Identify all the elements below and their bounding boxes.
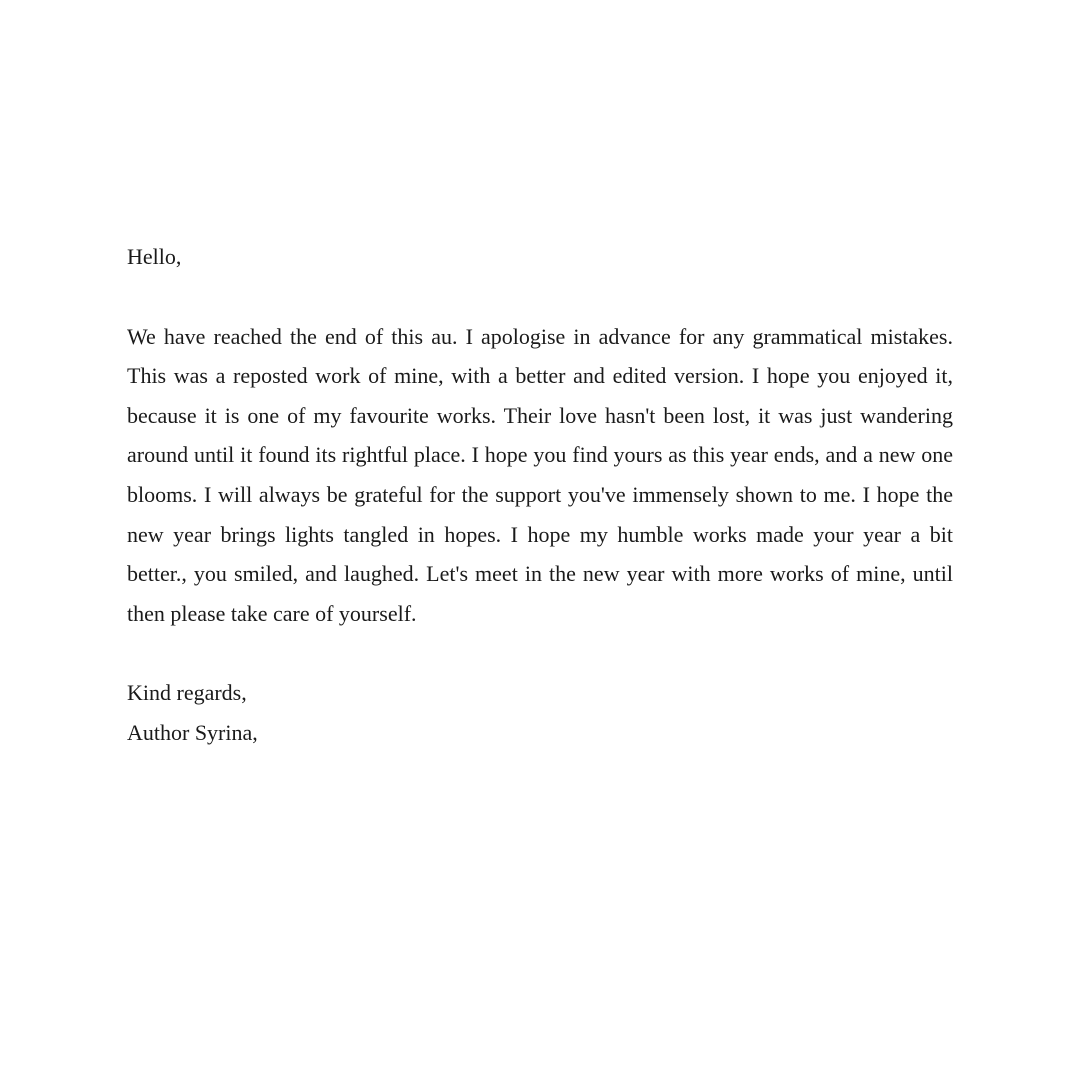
letter-signature: Author Syrina,: [127, 719, 258, 745]
letter: [127, 237, 953, 753]
letter-greeting: Hello,: [127, 244, 182, 269]
letter-body: We have reached the end of this au. I apologise in advance for any grammatical mistakes. This was a reposted work of mine, with a better and edited version. I hope you enjoyed it, because it is one of my favourite works. Their love hasn't been lost, it was just wandering around until it found its rightful place. I hope you find yours as this year ends, and a new one blooms. I will always be grateful for the support you've immensely shown to me. I hope the new year brings lights tangled in hopes. I hope my humble works made your year a bit better., you smiled, and laughed. Let's meet in the new year with more works of mine, until then please take care of yourself.: [127, 323, 953, 626]
letter-closing: Kind regards,: [127, 680, 247, 706]
